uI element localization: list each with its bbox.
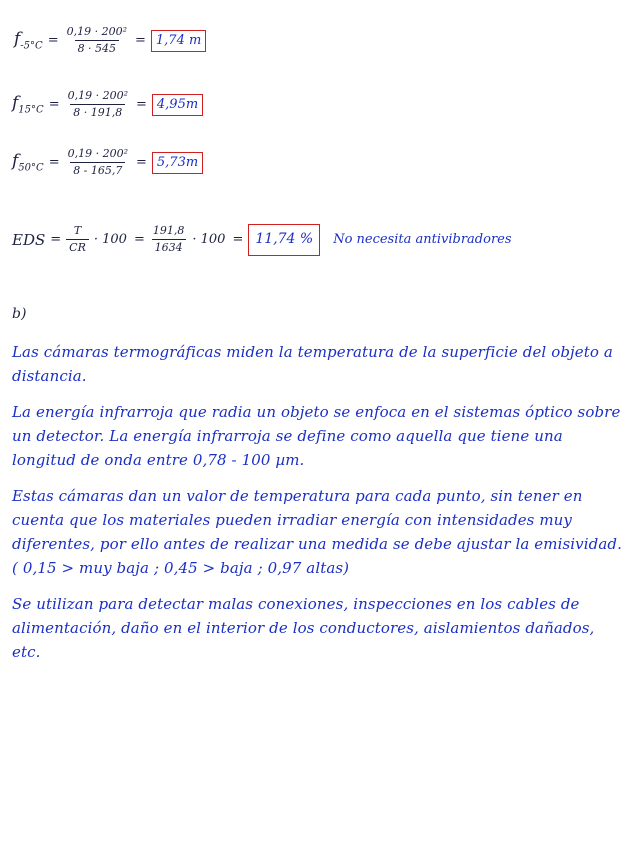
paragraph: Se utilizan para detectar malas conexiones, inspecciones en los cables de alimentación, daño en el interior de los conductores, aislamientos dañados, etc. <box>12 595 595 661</box>
equals-sign: = <box>135 155 147 171</box>
result-box: 4,95m <box>152 94 203 116</box>
fraction <box>66 225 89 254</box>
fraction <box>150 225 188 254</box>
equals-sign: = <box>48 97 60 113</box>
numerator: 191,8 <box>152 224 185 238</box>
result-box: 1,74 m <box>151 30 206 52</box>
denominator: CR <box>66 239 89 255</box>
formula-lhs: $f_{15^\circ C}$ <box>12 93 44 116</box>
section-label: b) <box>12 306 27 322</box>
numerator: T <box>73 224 82 238</box>
fraction <box>65 148 131 177</box>
fraction <box>65 90 131 119</box>
multiplier: · 100 <box>93 232 127 248</box>
formula-lhs: $f_{-5^\circ C}$ <box>14 29 43 52</box>
denominator: 8 · 191,8 <box>70 104 125 120</box>
numerator: 0,19 · 200² <box>67 147 128 160</box>
equals-sign: = <box>232 232 244 248</box>
denominator: 1634 <box>152 239 186 255</box>
paragraph: Estas cámaras dan un valor de temperatura para cada punto, sin tener en cuenta que los materiales pueden irradiar energía con intensidades muy diferentes, por ello antes de realizar una medida se debe ajustar la emisividad. ( 0,15 > muy baja ; 0,45 > baja ; 0,97 altas) <box>12 487 622 577</box>
formula-lhs: $f_{50^\circ C}$ <box>12 151 44 174</box>
equals-sign: = <box>133 232 145 248</box>
equals-sign: = <box>48 155 60 171</box>
numerator: 0,19 · 200² <box>66 25 127 38</box>
equals-sign: = <box>135 33 146 49</box>
equals-sign: = <box>50 232 62 248</box>
paragraph: La energía infrarroja que radia un objeto se enfoca en el sistemas óptico sobre un detector. La energía infrarroja se define como aquella que tiene una longitud de onda entre 0,78 - 100 µm. <box>12 403 621 469</box>
eds-label: EDS <box>12 230 46 249</box>
equals-sign: = <box>135 97 147 113</box>
result-box: 11,74 % <box>248 224 320 256</box>
fraction <box>64 26 130 55</box>
paragraph: Las cámaras termográficas miden la temperatura de la superficie del objeto a distancia. <box>12 343 613 385</box>
formula-row <box>12 90 203 119</box>
denominator: 8 · 545 <box>75 40 119 56</box>
result-box: 5,73m <box>152 152 203 174</box>
formula-row <box>14 26 206 55</box>
multiplier: · 100 <box>192 232 226 248</box>
denominator: 8 - 165,7 <box>70 162 125 178</box>
eds-note: No necesita antivibradores <box>333 232 512 248</box>
eds-formula-row <box>12 224 512 256</box>
equals-sign: = <box>47 33 59 49</box>
numerator: 0,19 · 200² <box>67 89 128 102</box>
formula-row <box>12 148 203 177</box>
